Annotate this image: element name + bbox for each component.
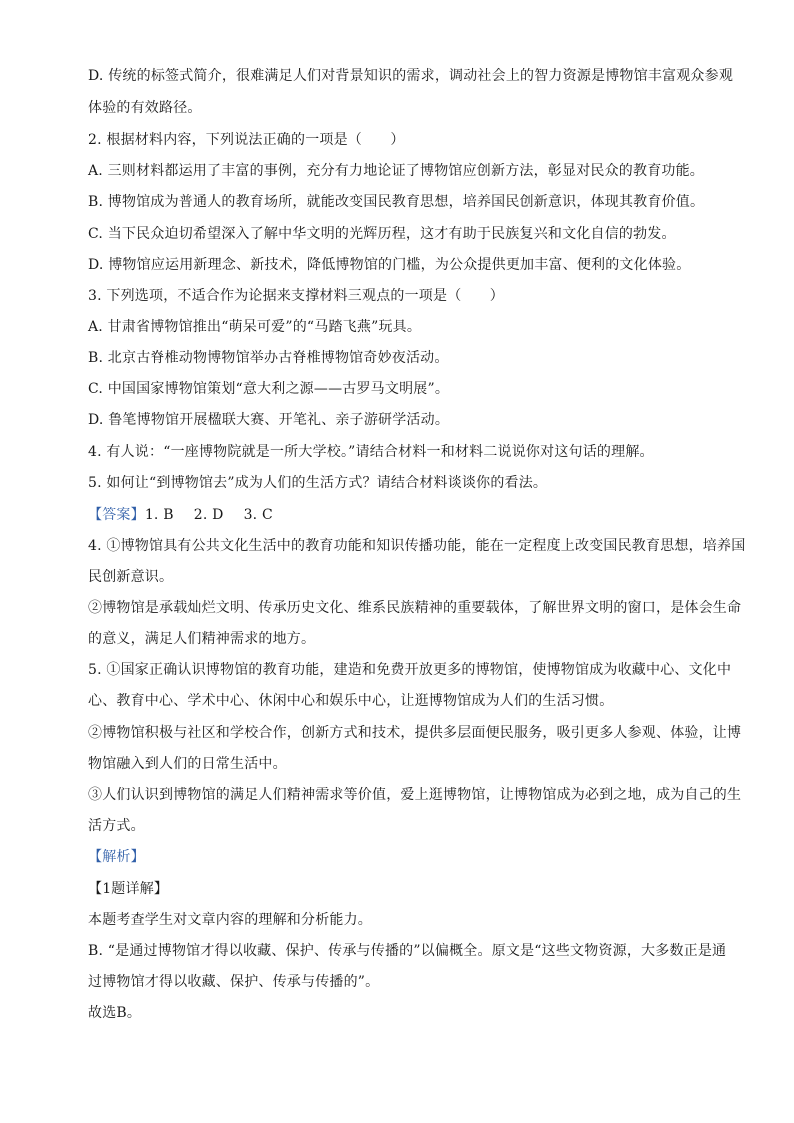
answer-line: 的意义，满足人们精神需求的地方。 [88,631,316,647]
question-2: 2. 根据材料内容，下列说法正确的一项是（ ） [88,132,405,148]
option-b: B. 博物馆成为普通人的教育场所，就能改变国民教育思想，培养国民创新意识，体现其教育价值。 [88,194,705,210]
answer-row [88,505,273,525]
detail-label: 【1题详解】 [88,881,169,897]
text-line: 体验的有效路径。 [88,100,202,116]
question-4: 4. 有人说：“一座博物院就是一所大学校。”请结合材料一和材料二说说你对这句话的理解。 [88,444,654,460]
answer-item: 2. D [193,507,224,523]
option-a: A. 甘肃省博物馆推出“萌呆可爱”的“马踏飞燕”玩具。 [88,319,422,335]
option-d: D. 博物馆应运用新理念、新技术，降低博物馆的门槛，为公众提供更加丰富、便利的文化体验。 [88,257,691,273]
question-3: 3. 下列选项，不适合作为论据来支撑材料三观点的一项是（ ） [88,288,505,304]
option-c: C. 当下民众迫切希望深入了解中华文明的光辉历程，这才有助于民族复兴和文化自信的勃发。 [88,226,676,242]
answer-label: 【答案】 [88,507,145,523]
option-c: C. 中国国家博物馆策划“意大利之源——古罗马文明展”。 [88,381,450,397]
answer-line: ②博物馆是承载灿烂文明、传承历史文化、维系民族精神的重要载体，了解世界文明的窗口，是体会生命 [88,600,742,616]
detail-line: 本题考查学生对文章内容的理解和分析能力。 [88,912,372,928]
answer-item: 3. C [243,507,273,523]
detail-line: B. “是通过博物馆才得以收藏、保护、传承与传播的”以偏概全。原文是“这些文物资源，大多数正是通 [88,943,727,959]
option-a: A. 三则材料都运用了丰富的事例，充分有力地论证了博物馆应创新方法，彰显对民众的教育功能。 [88,163,705,179]
answer-line: 心、教育中心、学术中心、休闲中心和娱乐中心，让逛博物馆成为人们的生活习惯。 [88,693,614,709]
answer-line: 5. ①国家正确认识博物馆的教育功能，建造和免费开放更多的博物馆，使博物馆成为收藏中心、文化中 [88,662,732,678]
detail-line: 过博物馆才得以收藏、保护、传承与传播的”。 [88,974,380,990]
option-d: D. 鲁笔博物馆开展楹联大赛、开笔礼、亲子游研学活动。 [88,412,450,428]
analysis-label: 【解析】 [88,849,145,865]
answer-line: 4. ①博物馆具有公共文化生活中的教育功能和知识传播功能，能在一定程度上改变国民教育思想，培养国 [88,538,746,554]
answer-line: 活方式。 [88,818,145,834]
option-b: B. 北京古脊椎动物博物馆举办古脊椎博物馆奇妙夜活动。 [88,350,449,366]
answer-line: ②博物馆积极与社区和学校合作，创新方式和技术，提供多层面便民服务，吸引更多人参观、体验，让博 [88,725,742,741]
answer-line: 民创新意识。 [88,569,174,585]
text-line: D. 传统的标签式简介，很难满足人们对背景知识的需求，调动社会上的智力资源是博物馆丰富观众参观 [88,68,734,84]
answer-line: ③人们认识到博物馆的满足人们精神需求等价值，爱上逛博物馆，让博物馆成为必到之地，成为自己的生 [88,787,742,803]
question-5: 5. 如何让“到博物馆去”成为人们的生活方式？请结合材料谈谈你的看法。 [88,475,548,491]
answer-item: 1. B [144,507,174,523]
detail-line: 故选B。 [88,1005,142,1021]
answer-line: 物馆融入到人们的日常生活中。 [88,756,287,772]
